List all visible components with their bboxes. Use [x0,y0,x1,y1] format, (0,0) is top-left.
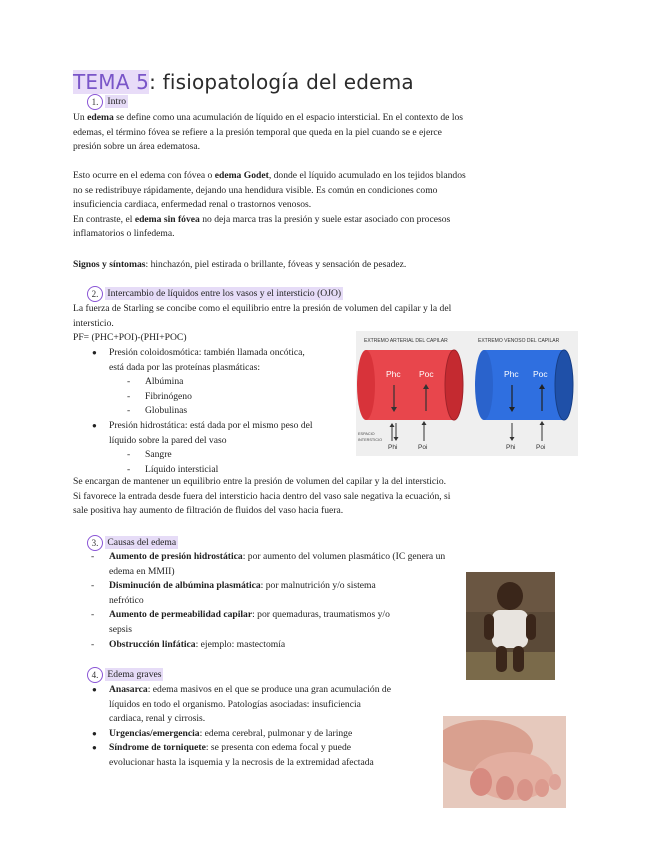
edema-child-photo [466,572,555,680]
section-label: Edema graves [107,669,162,681]
section-4-heading [87,667,163,683]
list-item: - Aumento de presión hidrostática: por aumento del volumen plasmático (IC genera un [109,550,449,565]
arterial-capillary [357,350,463,420]
list-item: ● Síndrome de torniquete: se presenta con edema focal y puede [109,741,439,756]
starling-text: La fuerza de Starling se concibe como el equilibrio entre la presión de volumen del capilar y la del intersticio. PF= (PHC+POI)-(PHI+POC) [73,302,533,346]
venous-poc: Poc [533,369,548,379]
list-item: ● Presión hidrostática: está dada por el mismo peso del [109,419,349,434]
section-number: 4. [87,667,103,683]
list-item: - Sangre [145,448,349,463]
signos-line: Signos y síntomas: hinchazón, piel estirada o brillante, fóveas y sensación de pesadez. [73,259,407,270]
intro-paragraph: Un edema se define como una acumulación de líquido en el espacio intersticial. En el contexto de los edemas, el término fóvea se refiere a la presión temporal que queda en la piel cuando se e ejerce presión sobre un área edematosa. [73,112,464,153]
list-item: ● Urgencias/emergencia: edema cerebral, pulmonar y de laringe [109,727,439,742]
list-item: - Albúmina [145,375,349,390]
causes-list: - Aumento de presión hidrostática: por aumento del volumen plasmático (IC genera un edema en MMII) - Disminución de albúmina plasmática: por malnutrición y/o sistema nefrótico - Aumento de permeabilidad capilar: por quemaduras, traumatismos y/o sepsis - Obstrucción linfática: ejemplo: mastectomía [109,550,449,652]
title-tema: TEMA 5 [73,70,150,94]
equilibrium-paragraph: Se encargan de mantener un equilibrio entre la presión de volumen del capilar y la del intersticio. Si favorece la entrada desde fuera del intersticio hacia dentro del vaso sale negativa la ecuación, si sale positiva hay aumento de filtración de fluidos del vaso hacia fuera. [73,476,451,517]
list-item: - Líquido intersticial [145,463,349,478]
venous-phi: Phi [506,444,516,451]
section-label: Intercambio de líquidos entre los vasos y el intersticio (OJO) [107,288,342,300]
section-2-heading [87,286,343,302]
arterial-poi: Poi [418,444,428,451]
list-item: ● Presión coloidosmótica: también llamada oncótica, [109,346,349,361]
page-title [73,70,414,94]
venous-phc: Phc [504,369,519,379]
arterial-phi: Phi [388,444,398,451]
venous-title: EXTREMO VENOSO DEL CAPILAR [478,338,560,344]
starling-diagram [356,331,578,456]
godet-paragraph: Esto ocurre en el edema con fóvea o edema Godet, donde el líquido acumulado en los tejidos blandos no se redistribuye rápidamente, dejando una hendidura visible. Es común en condiciones como insuficiencia cardiaca, enfermedad renal o trastornos venosos. En contraste, el edema sin fóvea no deja marca tras la presión y suele estar asociado con procesos inflamatorios o linfedema. [73,170,466,240]
section-label: Intro [107,96,127,108]
severe-edema-list: ● Anasarca: edema masivos en el que se produce una gran acumulación de líquidos en todo el organismo. Patologías asociadas: insuficiencia cardiaca, renal y cirrosis. ● Urgencias/emergencia: edema cerebral, pulmonar y de laringe ● Síndrome de torniquete: se presenta con edema focal y puede evolucionar hasta la isquemia y la necrosis de la extremidad afectada [109,683,439,771]
venous-poi: Poi [536,444,546,451]
title-rest: : fisiopatología del edema [149,70,414,94]
section-number: 1. [87,94,103,110]
section-3-heading [87,535,178,551]
arterial-phc: Phc [386,369,401,379]
pressure-list: ● Presión coloidosmótica: también llamada oncótica, está dada por las proteínas plasmáticas: - Albúmina - Fibrinógeno - Globulinas ● Presión hidrostática: está dada por el mismo peso del líquido sobre la pared del vaso - Sangre - Líquido intersticial [109,346,349,477]
section-number: 2. [87,286,103,302]
list-item: - Globulinas [145,404,349,419]
section-label: Causas del edema [107,537,177,549]
arterial-title: EXTREMO ARTERIAL DEL CAPILAR [364,338,448,344]
espacio-label: ESPACIO [358,432,375,436]
venous-capillary [475,350,573,420]
section-number: 3. [87,535,103,551]
starling-formula: PF= (PHC+POI)-(PHI+POC) [73,332,187,344]
intersticio-label: INTERSTICIO [358,438,383,442]
list-item: - Disminución de albúmina plasmática: por malnutrición y/o sistema [109,579,449,594]
list-item: - Fibrinógeno [145,390,349,405]
section-1-heading [87,94,128,110]
list-item: - Aumento de permeabilidad capilar: por quemaduras, traumatismos y/o [109,608,449,623]
list-item: - Obstrucción linfática: ejemplo: mastectomía [109,638,449,653]
list-item: ● Anasarca: edema masivos en el que se produce una gran acumulación de [109,683,439,698]
arterial-poc: Poc [419,369,434,379]
swollen-foot-photo [443,716,566,808]
